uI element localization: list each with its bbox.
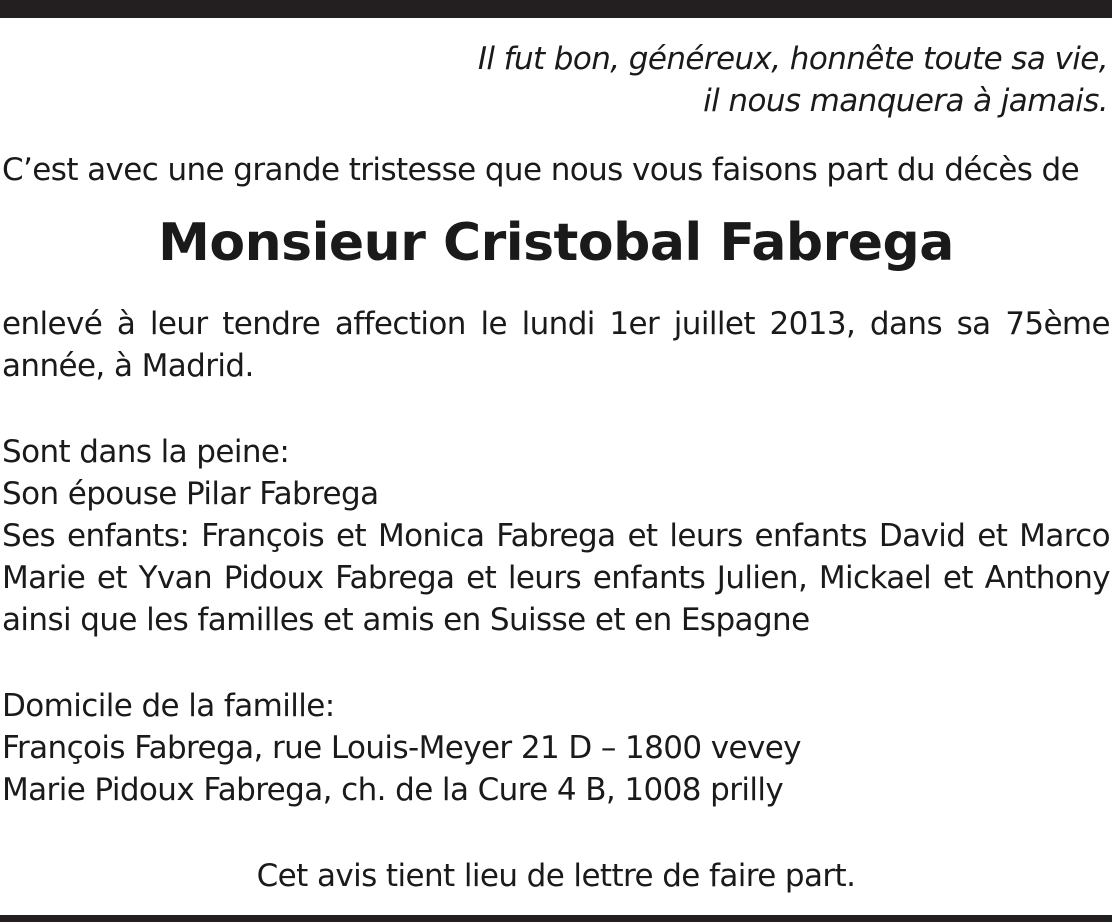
deceased-name: Monsieur Cristobal Fabrega (158, 213, 954, 273)
bottom-border-rule (0, 915, 1112, 922)
closing-note: Cet avis tient lieu de lettre de faire part. (256, 858, 856, 894)
epigraph-line-2: il nous manquera à jamais. (703, 83, 1108, 119)
mourner-line: Ses enfants: François et Monica Fabrega et leurs enfants David et Marco (2, 518, 1110, 554)
epigraph-line-1: Il fut bon, généreux, honnête toute sa vie, (477, 41, 1108, 77)
domicile-heading: Domicile de la famille: (2, 688, 335, 724)
mourners-heading: Sont dans la peine: (2, 434, 290, 470)
mourner-line: Son épouse Pilar Fabrega (2, 476, 379, 512)
passing-line-2: année, à Madrid. (2, 348, 254, 384)
domicile-address: Marie Pidoux Fabrega, ch. de la Cure 4 B, 1008 prilly (2, 772, 784, 808)
mourner-line: ainsi que les familles et amis en Suisse et en Espagne (2, 602, 810, 638)
top-border-rule (0, 0, 1112, 18)
passing-line-1: enlevé à leur tendre affection le lundi 1er juillet 2013, dans sa 75ème (2, 306, 1110, 342)
intro-text: C’est avec une grande tristesse que nous vous faisons part du décès de (2, 152, 1080, 188)
mourner-line: Marie et Yvan Pidoux Fabrega et leurs enfants Julien, Mickael et Anthony (2, 560, 1110, 596)
domicile-address: François Fabrega, rue Louis-Meyer 21 D – 1800 vevey (2, 730, 801, 766)
